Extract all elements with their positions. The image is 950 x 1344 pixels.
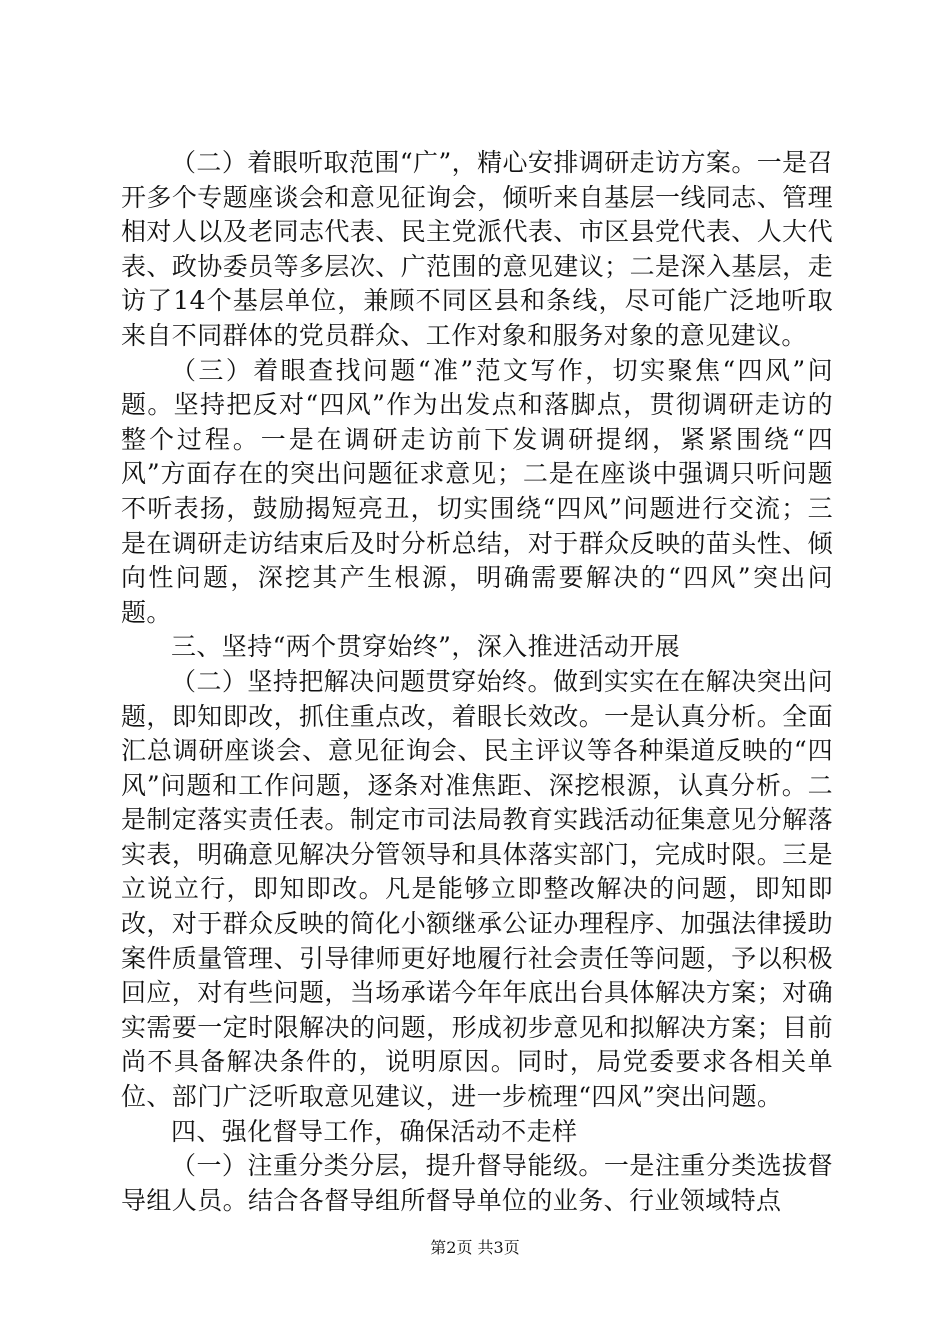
section-heading-three: 三、坚持“两个贯穿始终”，深入推进活动开展 [171,632,680,662]
paragraph-investigation-scope: （二）着眼听取范围“广”，精心安排调研走访方案。一是召开多个专题座谈会和意见征询会，倾听来自基层一线同志、管理相对人以及老同志代表、民主党派代表、市区县党代表、人大代表、政协委员等多层次、广范围的意见建议；二是深入基层，走访了14个基层单位，兼顾不同区县和条线，尽可能广泛地听取来自不同群体的党员群众、工作对象和服务对象的意见建议。 [121,148,833,350]
paragraph-problem-finding: （三）着眼查找问题“准”范文写作，切实聚焦“四风”问题。坚持把反对“四风”作为出发点和落脚点，贯彻调研走访的整个过程。一是在调研走访前下发调研提纲，紧紧围绕“四风”方面存在的突出问题征求意见；二是在座谈中强调只听问题不听表扬，鼓励揭短亮丑，切实围绕“四风”问题进行交流；三是在调研走访结束后及时分析总结，对于群众反映的苗头性、倾向性问题，深挖其产生根源，明确需要解决的“四风”突出问题。 [121,355,833,627]
paragraph-supervision: （一）注重分类分层，提升督导能级。一是注重分类选拔督导组人员。结合各督导组所督导单位的业务、行业领域特点 [121,1151,833,1215]
document-body [121,146,833,1218]
section-heading-four: 四、强化督导工作，确保活动不走样 [171,1116,578,1146]
paragraph-problem-solving: （二）坚持把解决问题贯穿始终。做到实实在在解决突出问题，即知即改，抓住重点改，着眼长效改。一是认真分析。全面汇总调研座谈会、意见征询会、民主评议等各种渠道反映的“四风”问题和工作问题，逐条对准焦距、深挖根源，认真分析。二是制定落实责任表。制定市司法局教育实践活动征集意见分解落实表，明确意见解决分管领导和具体落实部门，完成时限。三是立说立行，即知即改。凡是能够立即整改解决的问题，即知即改，对于群众反映的简化小额继承公证办理程序、加强法律援助案件质量管理、引导律师更好地履行社会责任等问题，予以积极回应，对有些问题，当场承诺今年年底出台具体解决方案；对确实需要一定时限解决的问题，形成初步意见和拟解决方案；目前尚不具备解决条件的，说明原因。同时，局党委要求各相关单位、部门广泛听取意见建议，进一步梳理“四风”突出问题。 [121,666,833,1112]
page-number-footer: 第2页 共3页 [430,1238,520,1257]
